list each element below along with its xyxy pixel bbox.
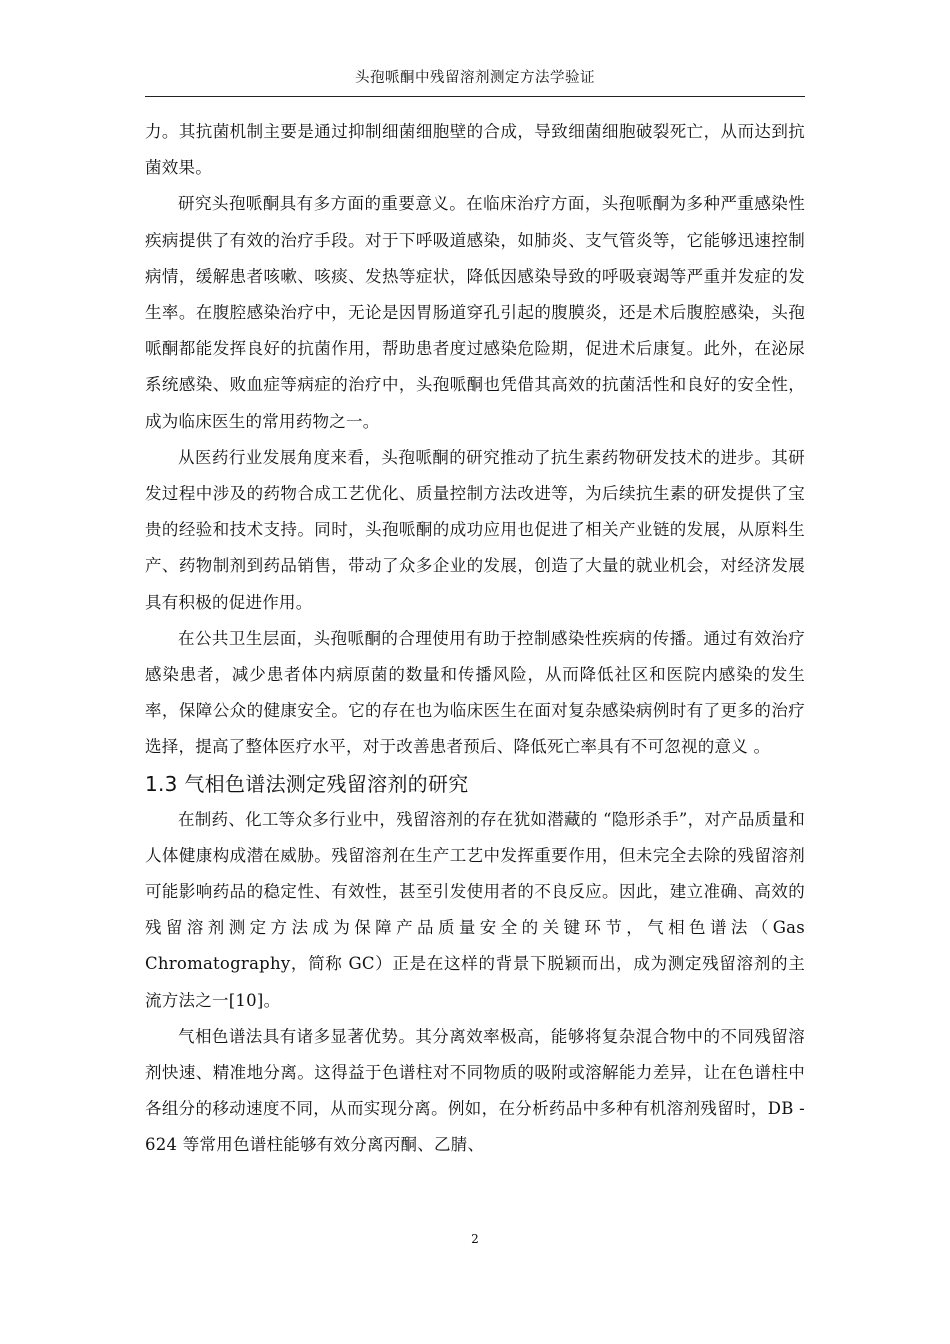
paragraph-industry: 从医药行业发展角度来看，头孢哌酮的研究推动了抗生素药物研发技术的进步。其研发过程中涉及的药物合成工艺优化、质量控制方法改进等，为后续抗生素的研发提供了宝贵的经验和技术支持。同时，头孢哌酮的成功应用也促进了相关产业链的发展，从原料生产、药物制剂到药品销售，带动了众多企业的发展，创造了大量的就业机会，对经济发展具有积极的促进作用。 [145, 447, 805, 612]
page-body [145, 114, 805, 1164]
page-number: 2 [471, 1232, 479, 1246]
paragraph-residual-solvents: 在制药、化工等众多行业中，残留溶剂的存在犹如潜藏的 “隐形杀手”，对产品质量和人体健康构成潜在威胁。残留溶剂在生产工艺中发挥重要作用，但未完全去除的残留溶剂可能影响药品的稳定性、有效性，甚至引发使用者的不良反应。因此，建立准确、高效的残留溶剂测定方法成为保障产品质量安全的关键环节，气相色谱法（Gas Chromatography，简称 GC）正是在这样的背景下脱颖而出，成为测定残留溶剂的主流方法之一[10]。 [145, 809, 805, 1010]
running-header: 头孢哌酮中残留溶剂测定方法学验证 [355, 70, 595, 86]
paragraph-significance: 研究头孢哌酮具有多方面的重要意义。在临床治疗方面，头孢哌酮为多种严重感染性疾病提供了有效的治疗手段。对于下呼吸道感染，如肺炎、支气管炎等，它能够迅速控制病情，缓解患者咳嗽、咳痰、发热等症状，降低因感染导致的呼吸衰竭等严重并发症的发生率。在腹腔感染治疗中，无论是因胃肠道穿孔引起的腹膜炎，还是术后腹腔感染，头孢哌酮都能发挥良好的抗菌作用，帮助患者度过感染危险期，促进术后康复。此外，在泌尿系统感染、败血症等病症的治疗中，头孢哌酮也凭借其高效的抗菌活性和良好的安全性，成为临床医生的常用药物之一。 [145, 194, 805, 431]
paragraph-gc-advantages: 气相色谱法具有诸多显著优势。其分离效率极高，能够将复杂混合物中的不同残留溶剂快速、精准地分离。这得益于色谱柱对不同物质的吸附或溶解能力差异，让在色谱柱中各组分的移动速度不同，从而实现分离。例如，在分析药品中多种有机溶剂残留时，DB - 624 等常用色谱柱能够有效分离丙酮、乙腈、 [145, 1026, 805, 1155]
header-divider [145, 96, 805, 97]
section-heading: 1.3 气相色谱法测定残留溶剂的研究 [145, 771, 469, 796]
paragraph-public-health: 在公共卫生层面，头孢哌酮的合理使用有助于控制感染性疾病的传播。通过有效治疗感染患者，减少患者体内病原菌的数量和传播风险，从而降低社区和医院内感染的发生率，保障公众的健康安全。它的存在也为临床医生在面对复杂感染病例时有了更多的治疗选择，提高了整体医疗水平，对于改善患者预后、降低死亡率具有不可忽视的意义 。 [145, 628, 805, 757]
paragraph-continued: 力。其抗菌机制主要是通过抑制细菌细胞壁的合成，导致细菌细胞破裂死亡，从而达到抗菌效果。 [145, 122, 805, 178]
